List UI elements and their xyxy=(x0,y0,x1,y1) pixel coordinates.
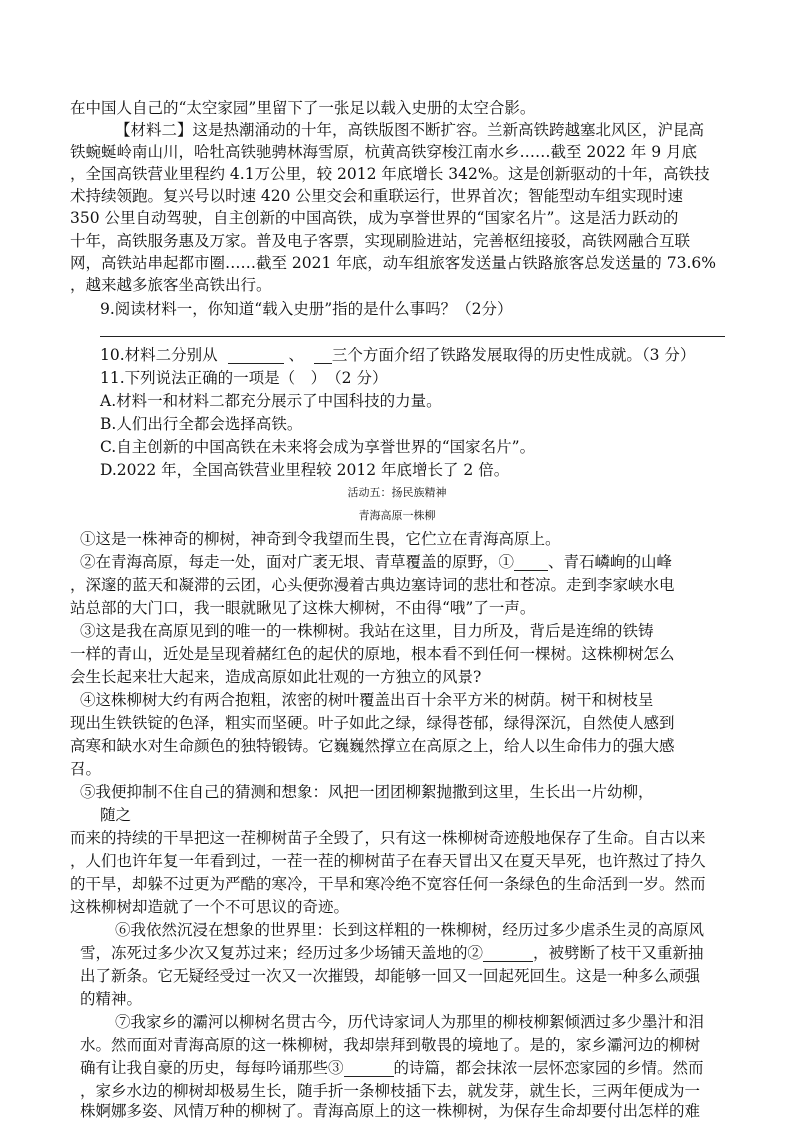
essay-title: 青海高原一株柳 xyxy=(358,509,436,522)
option-d: D.2022 年，全国高铁营业里程较 2012 年底增长了 2 倍。 xyxy=(100,461,510,479)
essay-line: 现出生铁铁锭的色泽，粗实而坚硬。叶子如此之绿，绿得苍郁，绿得深沉，自然使人感到 xyxy=(70,714,675,732)
material2-line: 350 公里自动驾驶，自主创新的中国高铁，成为享誉世界的“国家名片”。这是活力跃动的 xyxy=(70,209,679,227)
essay-line: ，人们也许年复一年看到过，一茬一茬的柳树苗子在春天冒出又在夏天旱死，也许熬过了持久 xyxy=(70,852,706,870)
question-9: 9.阅读材料一，你知道“载入史册”指的是什么事吗？（2分） xyxy=(100,300,513,318)
essay-line: 雪，冻死过多少次又复苏过来；经历过多少场铺天盖地的② ，被劈断了枝干又重新抽 xyxy=(80,944,704,962)
essay-line: 的干旱，却躲不过更为严酷的寒冷，干旱和寒冷绝不宽容任何一条绿色的生命活到一岁。然而 xyxy=(70,875,706,893)
answer-line-q9[interactable] xyxy=(100,336,725,337)
essay-line: 水。然而面对青海高原的这一株柳树，我却崇拜到敬畏的境地了。是的，家乡灞河边的柳树 xyxy=(80,1036,701,1054)
essay-line: 随之 xyxy=(100,806,132,824)
answer-blank-2[interactable] xyxy=(483,946,533,962)
essay-line: ，深邃的蓝天和凝滞的云团，心头便弥漫着古典边塞诗词的悲壮和苍凉。走到李家峡水电 xyxy=(70,576,675,594)
material2-line: 铁蜿蜒岭南山川，哈牡高铁驰骋林海雪原，杭黄高铁穿梭江南水乡……截至 2022 年 9 月底 xyxy=(70,143,698,161)
essay-line: 高寒和缺水对生命颜色的独特锻铸。它巍巍然撑立在高原之上，给人以生命伟力的强大感 xyxy=(70,737,675,755)
essay-paragraph-5: ⑤我便抑制不住自己的猜测和想象：风把一团团柳絮抛撒到这里，生长出一片幼柳， xyxy=(80,783,654,801)
activity-heading: 活动五：扬民族精神 xyxy=(347,486,447,499)
essay-paragraph-7: ⑦我家乡的灞河以柳树名贯古今，历代诗家词人为那里的柳枝柳絮倾洒过多少墨汁和泪 xyxy=(115,1013,705,1031)
essay-line: 株婀娜多姿、风情万种的柳树了。青海高原上的这一株柳树，为保存生命却要付出怎样的难 xyxy=(80,1102,701,1120)
answer-blank-3[interactable] xyxy=(344,1061,394,1077)
material2-line: ，越来越多旅客坐高铁出行。 xyxy=(70,276,272,294)
essay-line: 这株柳树却造就了一个不可思议的奇迹。 xyxy=(70,898,350,916)
essay-line: 会生长起来壮大起来，造成高原如此壮观的一方独立的风景? xyxy=(70,668,482,686)
material2-line: 【材料二】这是热潮涌动的十年，高铁版图不断扩容。兰新高铁跨越塞北风区，沪昆高 xyxy=(115,121,705,139)
essay-line: 的精神。 xyxy=(80,990,143,1008)
question-10: 10.材料二分别从 、 三个方面介绍了铁路发展取得的历史性成就。（3 分） xyxy=(100,346,696,364)
option-a: A.材料一和材料二都充分展示了中国科技的力量。 xyxy=(100,392,442,410)
essay-line: 出了新条。它无疑经受过一次又一次摧毁，却能够一回又一回起死回生。这是一种多么顽强 xyxy=(80,967,701,985)
material2-line: 网，高铁站串起都市圈……截至 2021 年底，动车组旅客发送量占铁路旅客总发送量的 73.6% xyxy=(70,254,716,272)
answer-blank-q10-2[interactable] xyxy=(314,348,332,364)
question-11: 11.下列说法正确的一项是（ ） （2 分） xyxy=(100,369,388,387)
essay-line: 而来的持续的干旱把这一茬柳树苗子全毁了，只有这一株柳树奇迹般地保存了生命。自古以来 xyxy=(70,829,706,847)
essay-paragraph-1: ①这是一株神奇的柳树，神奇到令我望而生畏，它伫立在青海高原上。 xyxy=(80,530,561,548)
essay-paragraph-2: ②在青海高原，每走一处，面对广袤无垠、青草覆盖的原野，① 、青石嶙峋的山峰 xyxy=(80,553,673,571)
essay-paragraph-6: ⑥我依然沉浸在想象的世界里：长到这样粗的一株柳树，经历过多少虐杀生灵的高原风 xyxy=(115,921,705,939)
answer-blank-q10-1[interactable] xyxy=(228,348,284,364)
essay-paragraph-4: ④这株柳树大约有两合抱粗，浓密的树叶覆盖出百十余平方米的树荫。树干和树枝呈 xyxy=(80,691,654,709)
essay-line: 一样的青山，近处是呈现着赭红色的起伏的原地，根本看不到任何一棵树。这株柳树怎么 xyxy=(70,645,675,663)
essay-line: ，家乡水边的柳树却极易生长，随手折一条柳枝插下去，就发芽，就生长，三两年便成为一 xyxy=(80,1082,701,1100)
material2-line: 十年，高铁服务惠及万家。普及电子客票，实现刷脸进站，完善枢纽接驳，高铁网融合互联 xyxy=(70,232,691,250)
essay-line: 确有让我自豪的历史，每每吟诵那些③ 的诗篇，都会抹浓一层怀恋家园的乡情。然而 xyxy=(80,1059,704,1077)
material2-line: ，全国高铁营业里程约 4.1万公里，较 2012 年底增长 342%。这是创新驱动的十年，高铁技 xyxy=(70,165,710,183)
essay-line: 召。 xyxy=(70,760,102,778)
answer-blank-1[interactable] xyxy=(514,555,548,571)
option-b: B.人们出行全都会选择高铁。 xyxy=(100,415,303,433)
material1-tail: 在中国人自己的“太空家园”里留下了一张足以载入史册的太空合影。 xyxy=(70,99,536,117)
option-c: C.自主创新的中国高铁在未来将会成为享誉世界的“国家名片”。 xyxy=(100,438,536,456)
material2-line: 术持续领跑。复兴号以时速 420 公里交会和重联运行，世界首次；智能型动车组实现时速 xyxy=(70,187,683,205)
essay-paragraph-3: ③这是我在高原见到的唯一的一株柳树。我站在这里，目力所及，背后是连绵的铁铸 xyxy=(80,622,654,640)
essay-line: 站总部的大门口，我一眼就瞅见了这株大柳树，不由得“哦”了一声。 xyxy=(70,599,536,617)
